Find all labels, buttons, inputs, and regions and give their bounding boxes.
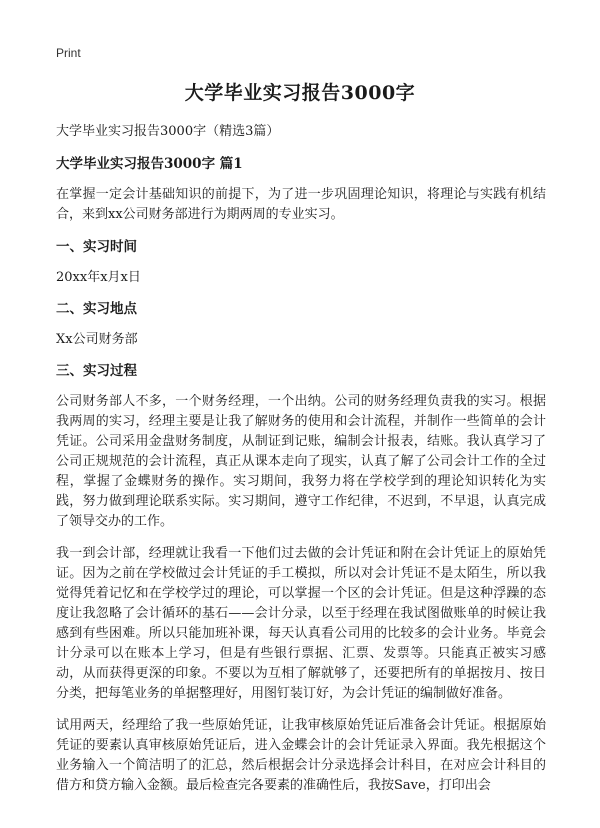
print-link[interactable]: Print: [56, 46, 81, 60]
document-subtitle: 大学毕业实习报告3000字（精选3篇）: [56, 124, 280, 139]
section-heading-process: 三、实习过程: [56, 363, 137, 379]
document-body: [56, 122, 546, 808]
intro-paragraph: 在掌握一定会计基础知识的前提下，为了进一步巩固理论知识，将理论与实践有机结合，来到xx公司财务部进行为期两周的专业实习。: [56, 187, 546, 222]
document-title: 大学毕业实习报告3000字: [184, 82, 416, 104]
process-paragraph-2: 我一到会计部，经理就让我看一下他们过去做的会计凭证和附在会计凭证上的原始凭证。因为之前在学校做过会计凭证的手工模拟，所以对会计凭证不是太陌生，所以我觉得凭着记忆和在学校学过的理论，可以掌握一个区的会计凭证。但是这种浮躁的态度让我忽略了会计循环的基石——会计分录，以至于经理在我试图做账单的时候让我感到有些困难。所以只能加班补课，每天认真看公司用的比较多的会计业务。毕竟会计分录可以在账本上学习，但是有些银行票据、汇票、发票等。只能真正被实习感动，从而获得更深的印象。不要以为互相了解就够了，还要把所有的单据按月、按日分类，把每笔业务的单据整理好，用图钉装订好，为会计凭证的编制做好准备。: [56, 546, 546, 701]
section-text-time: 20xx年x月x日: [56, 270, 141, 285]
section-heading-location: 二、实习地点: [56, 301, 137, 317]
process-paragraph-1: 公司财务部人不多，一个财务经理，一个出纳。公司的财务经理负责我的实习。根据我两周的实习，经理主要是让我了解财务的使用和会计流程，并制作一些简单的会计凭证。公司采用金盘财务制度，从制证到记账，编制会计报表，结账。我认真学习了公司正规规范的会计流程，真正从课本走向了现实，认真了解了公司会计工作的全过程，掌握了金蝶财务的操作。实习期间，我努力将在学校学到的理论知识转化为实践，努力做到理论联系实际。实习期间，遵守工作纪律，不迟到，不早退，认真完成了领导交办的工作。: [56, 394, 546, 529]
section-text-location: Xx公司财务部: [56, 332, 138, 347]
article-title: 大学毕业实习报告3000字 篇1: [56, 156, 243, 172]
process-paragraph-3: 试用两天，经理给了我一些原始凭证，让我审核原始凭证后准备会计凭证。根据原始凭证的要素认真审核原始凭证后，进入金蝶会计的会计凭证录入界面。我先根据这个业务输入一个简洁明了的汇总，然后根据会计分录选择会计科目，在对应会计科目的借方和贷方输入金额。最后检查完各要素的准确性后，我按Save，打印出会: [56, 718, 546, 793]
section-heading-time: 一、实习时间: [56, 239, 137, 255]
